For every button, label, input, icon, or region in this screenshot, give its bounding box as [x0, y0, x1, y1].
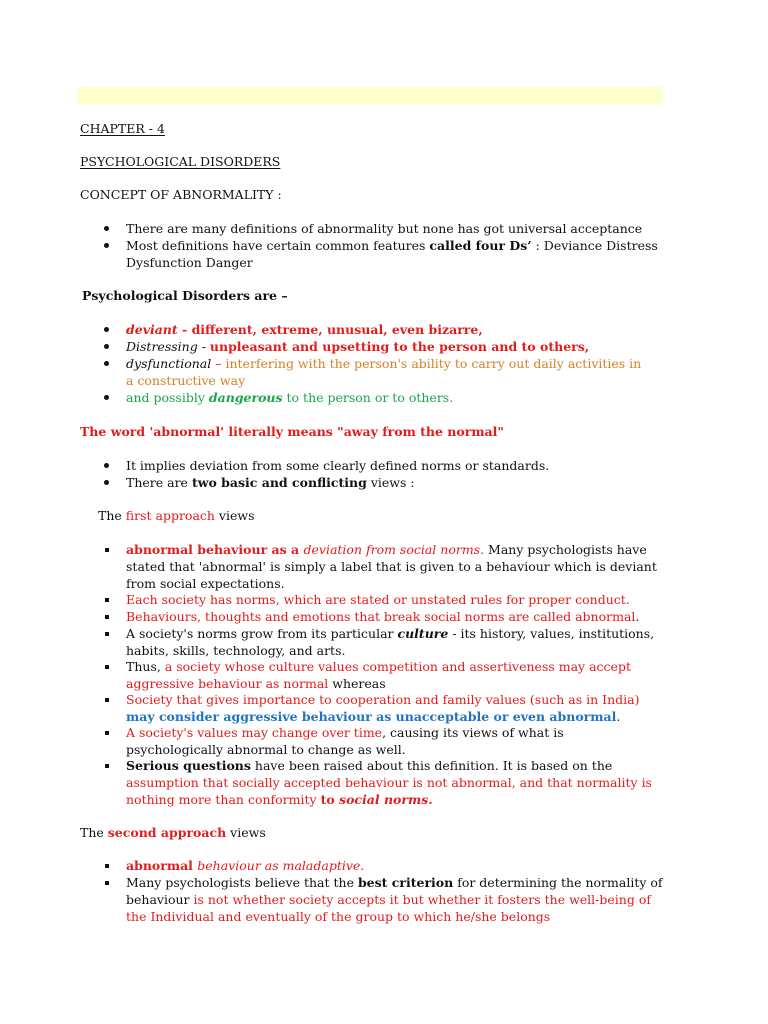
- chapter-heading: CHAPTER - 4: [80, 121, 165, 136]
- bullet-square: [105, 731, 109, 735]
- page-title: PSYCHOLOGICAL DISORDERS: [80, 154, 281, 169]
- bullet-dot: [104, 344, 109, 349]
- list-item-dysfunctional: dysfunctional – interfering with the person's ability to carry out daily activities in: [126, 356, 642, 371]
- list-item: abnormal behaviour as a deviation from social norms. Many psychologists have: [126, 542, 647, 557]
- bullet-square: [105, 598, 109, 602]
- bullet-dot: [104, 480, 109, 485]
- list-item-continuation: assumption that socially accepted behaviour is not abnormal, and that normality is: [126, 775, 652, 790]
- list-item: Most definitions have certain common features called four Ds’ : Deviance Distress: [126, 238, 658, 253]
- list-item-continuation: behaviour is not whether society accepts it but whether it fosters the well-being of: [126, 892, 651, 907]
- list-item-distressing: Distressing - unpleasant and upsetting to the person and to others,: [126, 339, 590, 354]
- bullet-dot: [104, 463, 109, 468]
- disorders-heading: Psychological Disorders are –: [82, 288, 288, 303]
- bullet-square: [105, 548, 109, 552]
- bullet-square: [105, 615, 109, 619]
- bullet-dot: [104, 395, 109, 400]
- abnormal-meaning: The word 'abnormal' literally means "away from the normal": [80, 424, 504, 439]
- list-item: Behaviours, thoughts and emotions that break social norms are called abnormal.: [126, 609, 640, 624]
- list-item-continuation: from social expectations.: [126, 576, 285, 591]
- bullet-square: [105, 864, 109, 868]
- bullet-square: [105, 698, 109, 702]
- list-item: There are many definitions of abnormality but none has got universal acceptance: [126, 221, 643, 236]
- bullet-dot: [104, 243, 109, 248]
- list-item-continuation: psychologically abnormal to change as well.: [126, 742, 406, 757]
- list-item: A society's values may change over time, causing its views of what is: [126, 725, 564, 740]
- list-item-continuation: the Individual and eventually of the group to which he/she belongs: [126, 909, 551, 924]
- list-item: Society that gives importance to cooperation and family values (such as in India): [126, 692, 640, 707]
- list-item: Thus, a society whose culture values competition and assertiveness may accept: [126, 659, 631, 674]
- list-item-continuation: habits, skills, technology, and arts.: [126, 643, 346, 658]
- list-item-continuation: stated that 'abnormal' is simply a label that is given to a behaviour which is deviant: [126, 559, 657, 574]
- bullet-square: [105, 764, 109, 768]
- second-approach-intro: The second approach views: [80, 825, 266, 840]
- list-item: abnormal behaviour as maladaptive.: [126, 858, 365, 873]
- bullet-dot: [104, 327, 109, 332]
- bullet-square: [105, 632, 109, 636]
- list-item-continuation: nothing more than conformity to social norms.: [126, 792, 433, 807]
- list-item: Many psychologists believe that the best criterion for determining the normality of: [126, 875, 663, 890]
- highlight-bar: [78, 87, 663, 104]
- bullet-square: [105, 881, 109, 885]
- list-item-continuation: Dysfunction Danger: [126, 255, 253, 270]
- list-item: Serious questions have been raised about this definition. It is based on the: [126, 758, 613, 773]
- first-approach-intro: The first approach views: [98, 508, 255, 523]
- list-item: It implies deviation from some clearly defined norms or standards.: [126, 458, 550, 473]
- list-item: Each society has norms, which are stated or unstated rules for proper conduct.: [126, 592, 630, 607]
- list-item: A society's norms grow from its particular culture - its history, values, institutions,: [126, 626, 655, 641]
- list-item-continuation: aggressive behaviour as normal whereas: [126, 676, 386, 691]
- list-item-dangerous: and possibly dangerous to the person or to others.: [126, 390, 454, 405]
- list-item-deviant: deviant - different, extreme, unusual, even bizarre,: [126, 322, 483, 337]
- section-heading: CONCEPT OF ABNORMALITY :: [80, 187, 282, 202]
- bullet-dot: [104, 226, 109, 231]
- list-item-continuation: a constructive way: [126, 373, 246, 388]
- list-item-continuation: may consider aggressive behaviour as unacceptable or even abnormal.: [126, 709, 621, 724]
- bullet-dot: [104, 361, 109, 366]
- bullet-square: [105, 665, 109, 669]
- list-item: There are two basic and conflicting views :: [126, 475, 415, 490]
